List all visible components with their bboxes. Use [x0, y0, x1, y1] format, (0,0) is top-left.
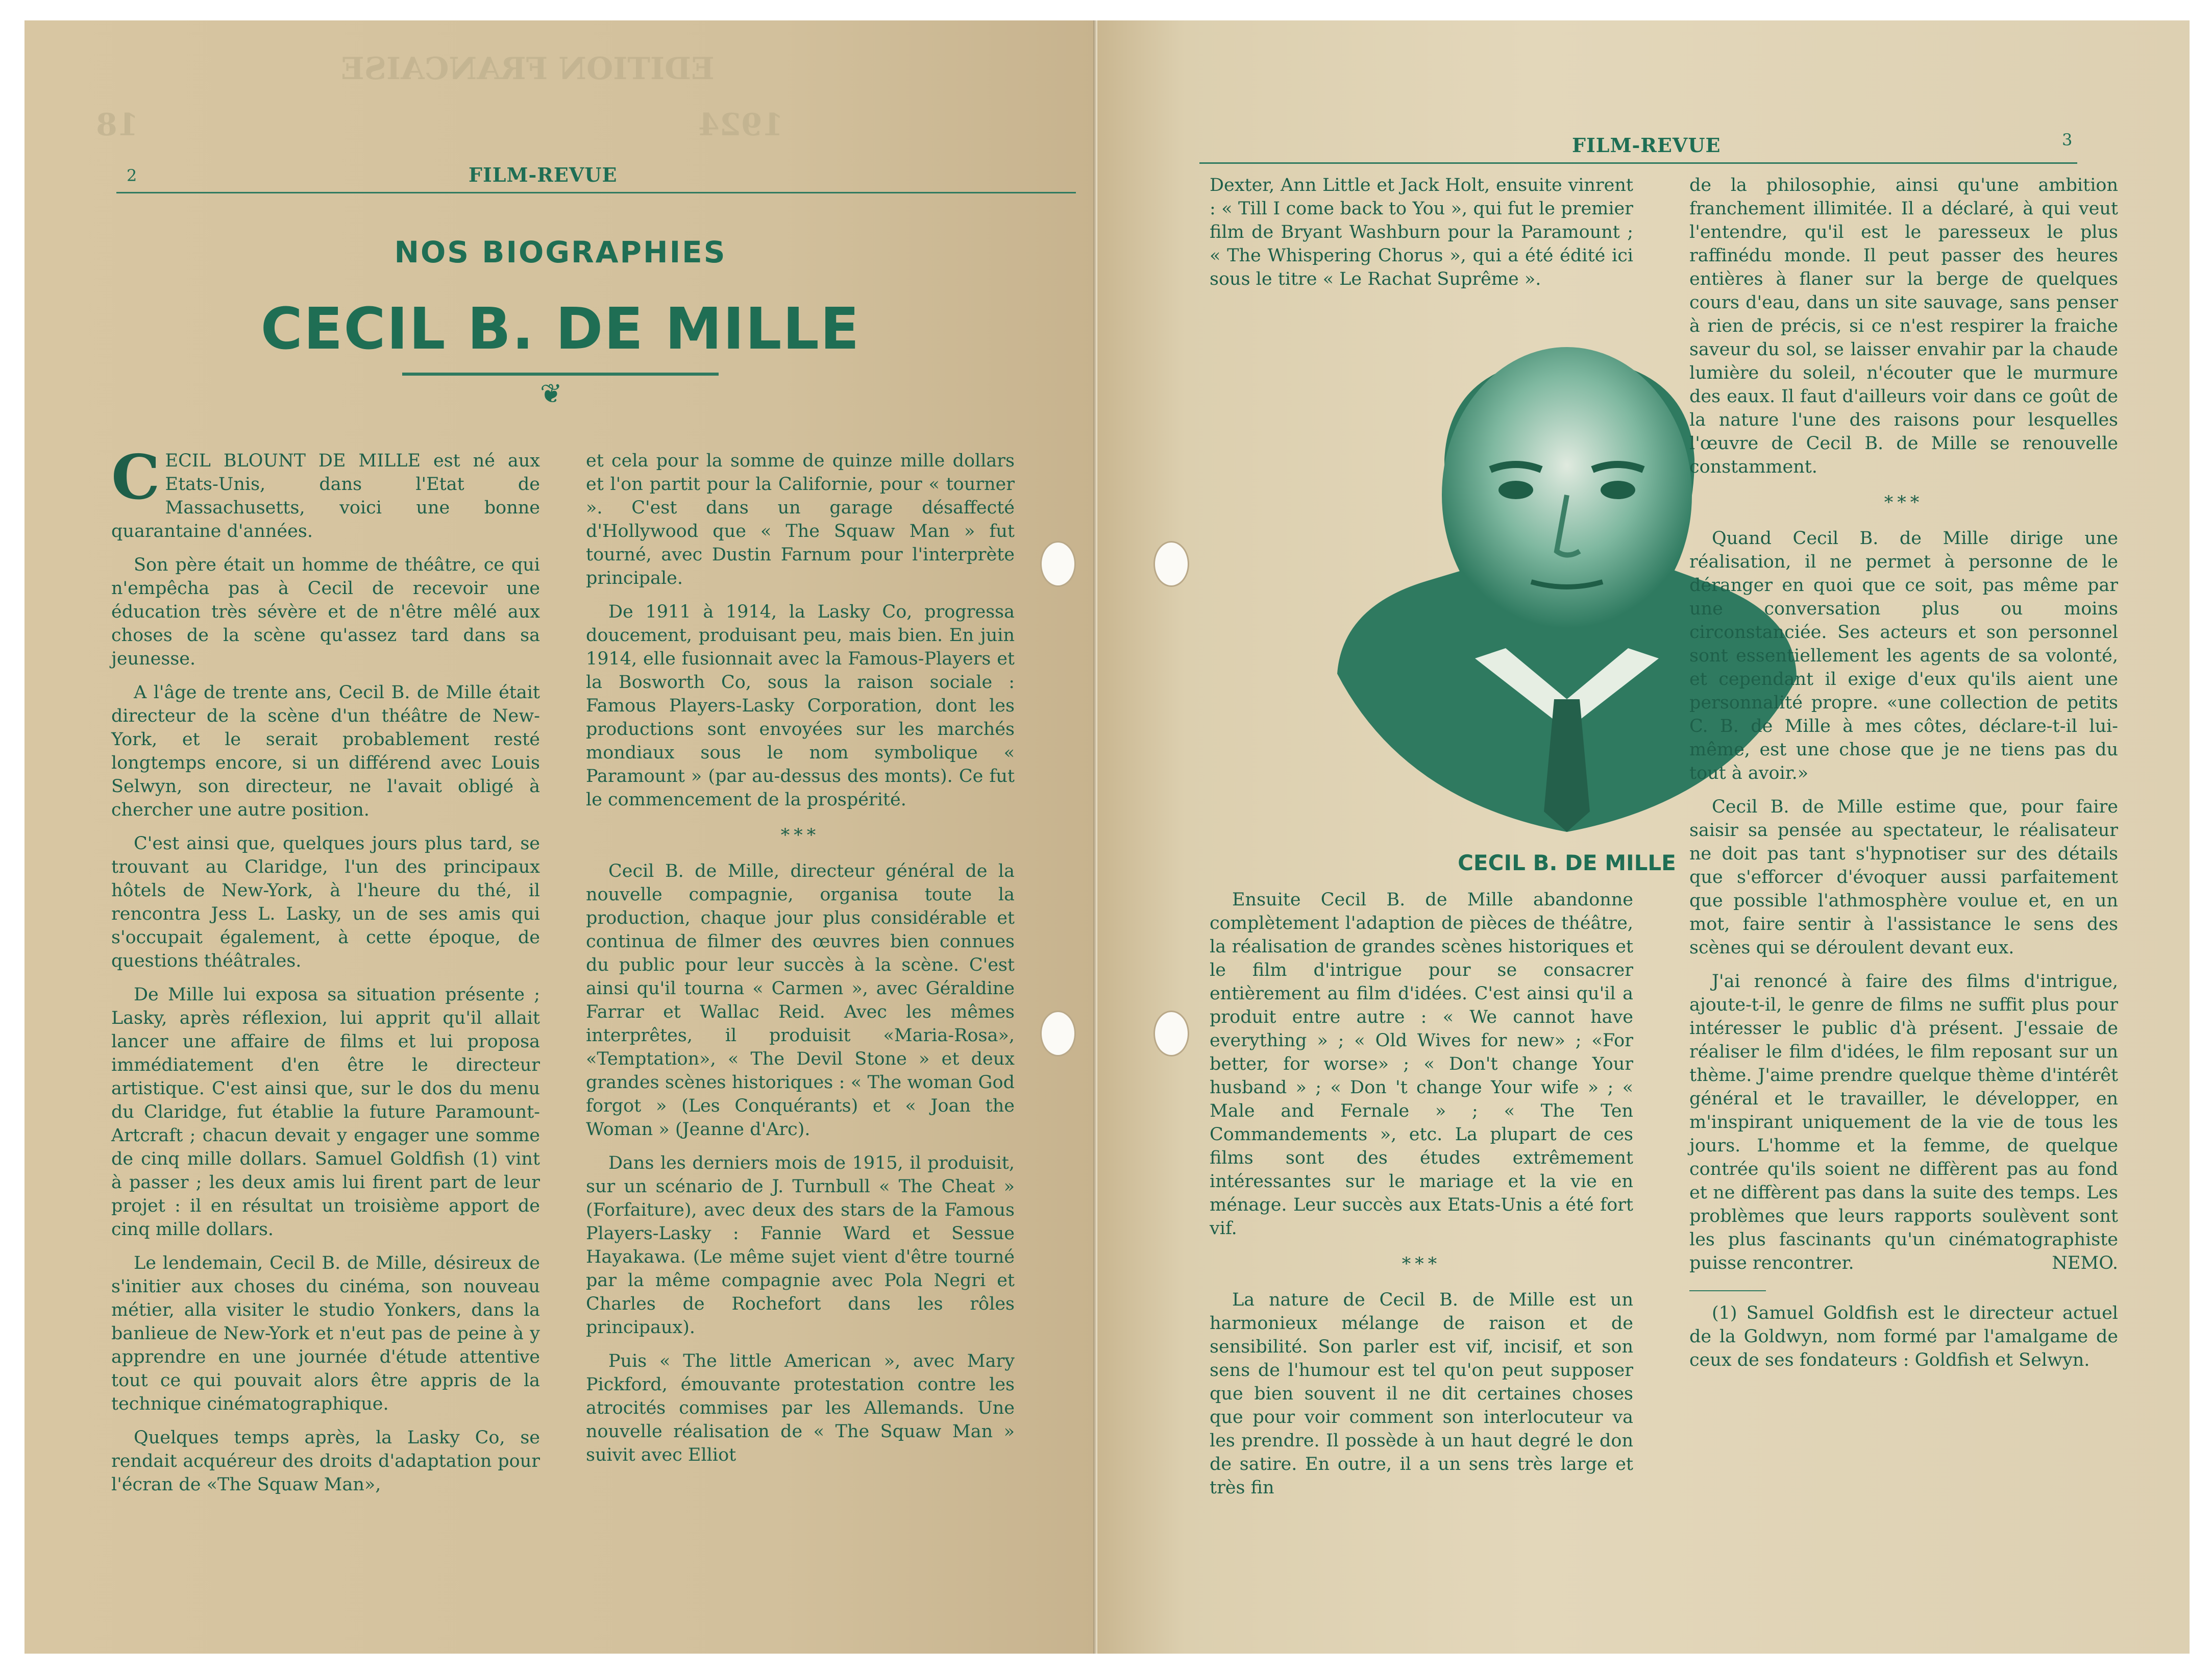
punch-hole-top-left: [1040, 541, 1076, 587]
section-title: NOS BIOGRAPHIES: [394, 235, 727, 269]
right-page: [1097, 20, 2190, 1654]
running-head-left: FILM-REVUE: [469, 163, 618, 186]
paragraph: et cela pour la somme de quinze mille dollars et l'on partit pour la Californie, pour « tourner ». C'est dans un garage désaffecté d'Hollywood que « The Squaw Man » fut tourné, avec Dustin Farnum pour l'interprète principale.: [586, 451, 1015, 588]
paragraph: Ensuite Cecil B. de Mille abandonne complètement l'adaption de pièces de théâtre, la réalisation de grandes scènes historiques et le film d'intrigue pour se consacrer entièrement au film d'idées. C'est ainsi qu'il a produit entre autre : « We cannot have everything » ; « Old Wives for new» ; «For better, for worse» ; « Don't change Your husband » ; « Don 't change Your wife » ; « Male and Fernale » ; « The Ten Commandements », etc. La plupart de ces films sont des études extrêmement intéressantes sur le mariage et la vie en ménage. Leur succès aux Etats-Unis a été fort vif.: [1210, 890, 1633, 1239]
article-title: CECIL B. DE MILLE: [260, 296, 861, 362]
paragraph: [1689, 970, 2118, 1275]
footnote: (1) Samuel Goldfish est le directeur actuel de la Goldwyn, nom formé par l'amalgame de ceux de ses fondateurs : Goldfish et Selwyn.: [1689, 1303, 2118, 1370]
left-page: [24, 20, 1096, 1654]
section-break: ***: [780, 825, 820, 846]
paragraph: Quelques temps après, la Lasky Co, se rendait acquéreur des droits d'adaptation pour l'écran de «The Squaw Man»,: [111, 1428, 540, 1495]
paragraph: Le lendemain, Cecil B. de Mille, désireux de s'initier aux choses du cinéma, son nouveau métier, alla visiter le studio Yonkers, dans la banlieue de New-York et n'eut pas de peine à y apprendre en une journée d'étude attentive tout ce qui pouvait alors être appris de la technique cinématographique.: [111, 1253, 540, 1414]
paragraph: Dexter, Ann Little et Jack Holt, ensuite vinrent : « Till I come back to You », qui fut le premier film de Bryant Washburn pour la Paramount ; « The Whispering Chorus », qui a été édité ici sous le titre « Le Rachat Suprême ».: [1210, 175, 1633, 289]
right-column-1: [1210, 174, 1633, 301]
paragraph-text: J'ai renoncé à faire des films d'intrigue, ajoute-t-il, le genre de films ne suffit plus pour intéresser le public d'à présent. J'essaie de réaliser le film d'idées, le film reposant sur un thème. J'aime prendre quelque thème d'intérêt général et le travailler, le développer, en m'inspirant uniquement de la vie de tous les jours. L'homme et la femme, de quelque contrée qu'ils soient ne diffèrent pas au fond et ne diffèrent pas dans la suite des temps. Les problèmes que leurs rapports soulèvent sont les plus fascinants qu'un cinématographiste puisse rencontrer.: [1689, 971, 2118, 1273]
section-break: ***: [1402, 1254, 1441, 1274]
left-column-2: [586, 449, 1015, 1477]
ghost-edition-text: EDITION FRANCAISE: [341, 51, 715, 87]
left-column-1: [111, 441, 540, 1507]
paragraph: [111, 441, 540, 543]
punch-hole-top-right: [1153, 541, 1189, 587]
paragraph: De 1911 à 1914, la Lasky Co, progressa doucement, produisant peu, mais bien. En juin 1914, elle fusionnait avec la Famous-Players et la Bosworth Co, sous la raison sociale : Famous Players-Lasky Corporation, dont les productions sont envoyées sur les marchés mondiaux sous le nom symbolique « Paramount » (par au-dessus des monts). Ce fut le commencement de la prospérité.: [586, 602, 1015, 810]
author-signature: NEMO.: [2052, 1253, 2118, 1273]
paragraph: Dans les derniers mois de 1915, il produisit, sur un scénario de J. Turnbull « The Cheat » (Forfaiture), avec deux des stars de la Famous Players-Lasky : Fannie Ward et Sessue Hayakawa. (Le même sujet vient d'être tourné par la même compagnie avec Pola Negri et Charles de Rochefort dans les rôles principaux).: [586, 1153, 1015, 1338]
right-column-2: [1689, 174, 2118, 1382]
punch-hole-bottom-right: [1153, 1011, 1189, 1056]
paragraph: de la philosophie, ainsi qu'une ambition franchement illimitée. Il a déclaré, à qui veut l'entendre, qu'il est le paresseux le plus raffinédu monde. Il peut passer des heures entières à flaner sur la berge de quelques cours d'eau, dans un site sauvage, sans penser à rien de précis, si ce n'est respirer la fraiche saveur du sol, se laisser envahir par la chaude lumière du soleil, n'écouter que le murmure des eaux. Il faut d'ailleurs voir dans ce goût de la nature l'une des raisons pour lesquelles l'œuvre de Cecil B. de Mille se renouvelle constamment.: [1689, 175, 2118, 477]
paragraph: De Mille lui exposa sa situation présente ; Lasky, après réflexion, lui apprit qu'il allait lancer une affaire de films et lui proposa immédiatement d'en être le directeur artistique. C'est ainsi que, sur le dos du menu du Claridge, fut établie la future Paramount-Artcraft ; chacun devait y engager une somme de cinq mille dollars. Samuel Goldfish (1) vint à passer ; les deux amis lui firent part de leur projet : il en résultat un troisième apport de cinq mille dollars.: [111, 985, 540, 1240]
paragraph: A l'âge de trente ans, Cecil B. de Mille était directeur de la scène d'un théâtre de New-York, et le serait probablement resté longtemps encore, si un différend avec Louis Selwyn, son directeur, ne l'avait obligé à chercher une autre position.: [111, 682, 540, 820]
paragraph: Puis « The little American », avec Mary Pickford, émouvante protestation contre les atrocités commises par les Allemands. Une nouvelle réalisation de « The Squaw Man » suivit avec Elliot: [586, 1351, 1015, 1465]
paragraph: Quand Cecil B. de Mille dirige une réalisation, il ne permet à personne de le déranger en quoi que ce soit, pas même par une conversation plus ou moins circonstanciée. Ses acteurs et son personnel sont essentiellement les agents de sa volonté, et cependant il exige d'eux qu'ils aient une personnalité propre. «une collection de petits C. B. de Mille à mes côtes, déclare-t-il lui-même, est une chose que je ne tiens pas du tout à avoir.»: [1689, 528, 2118, 783]
paragraph: Cecil B. de Mille estime que, pour faire saisir sa pensée au spectateur, le réalisateur ne doit pas tant s'hypnotiser sur des détails que s'efforcer d'évoquer aussi parfaitement que possible l'athmosphère voulue et, en un mot, faire sentir à l'assistance le sens des scènes qui se déroulent devant eux.: [1689, 797, 2118, 958]
punch-hole-bottom-left: [1040, 1011, 1076, 1056]
ghost-year-text: 1924: [698, 107, 783, 143]
right-column-1-lower: [1210, 888, 1633, 1510]
paragraph: Son père était un homme de théâtre, ce qui n'empêcha pas à Cecil de recevoir une éducation très sévère et de n'être mêlé aux choses de la scène qu'assez tard dans sa jeunesse.: [111, 555, 540, 669]
page-number-right: 3: [2062, 130, 2073, 150]
paragraph: La nature de Cecil B. de Mille est un harmonieux mélange de raison et de sensibilité. Son parler est vif, incisif, et son sens de l'humour est tel qu'on peut supposer que bien souvent il ne dit certaines choses que pour voir comment son interlocuteur va les prendre. Il possède à un haut degré le don de satire. En outre, il a un sens très large et très fin: [1210, 1290, 1633, 1498]
ghost-number-text: 18: [96, 107, 139, 143]
section-break: ***: [1884, 493, 1924, 513]
running-head-right: FILM-REVUE: [1572, 134, 1721, 157]
paragraph: C'est ainsi que, quelques jours plus tard, se trouvant au Claridge, l'un des principaux hôtels de New-York, à l'heure du thé, il rencontra Jess L. Lasky, un de ses amis qui s'occupait également, à cette époque, de questions théâtrales.: [111, 833, 540, 971]
header-rule-left: [116, 192, 1076, 193]
drop-cap: C: [111, 441, 160, 513]
title-underline: [402, 373, 719, 376]
page-number-left: 2: [127, 166, 137, 185]
portrait-caption: CECIL B. DE MILLE: [1458, 850, 1676, 875]
paragraph: Cecil B. de Mille, directeur général de la nouvelle compagnie, organisa toute la production, chaque jour plus considérable et continua de filmer des œuvres bien connues du public pour leur succès à la scène. C'est ainsi qu'il tourna « Carmen », avec Géraldine Farrar et Wallac Reid. Avec les mêmes interprêtes, il produisit «Maria-Rosa», «Temptation», « The Devil Stone » et deux grandes scènes historiques : « The woman God forgot » (Les Conquérants) et « Joan the Woman » (Jeanne d'Arc).: [586, 861, 1015, 1140]
header-rule-right: [1199, 162, 2077, 164]
ornament-icon: ❦: [540, 379, 562, 409]
footnote-rule: [1689, 1290, 1766, 1291]
paragraph-text: ECIL BLOUNT DE MILLE est né aux Etats-Unis, dans l'Etat de Massachusetts, voici une bonne quarantaine d'années.: [111, 451, 540, 542]
